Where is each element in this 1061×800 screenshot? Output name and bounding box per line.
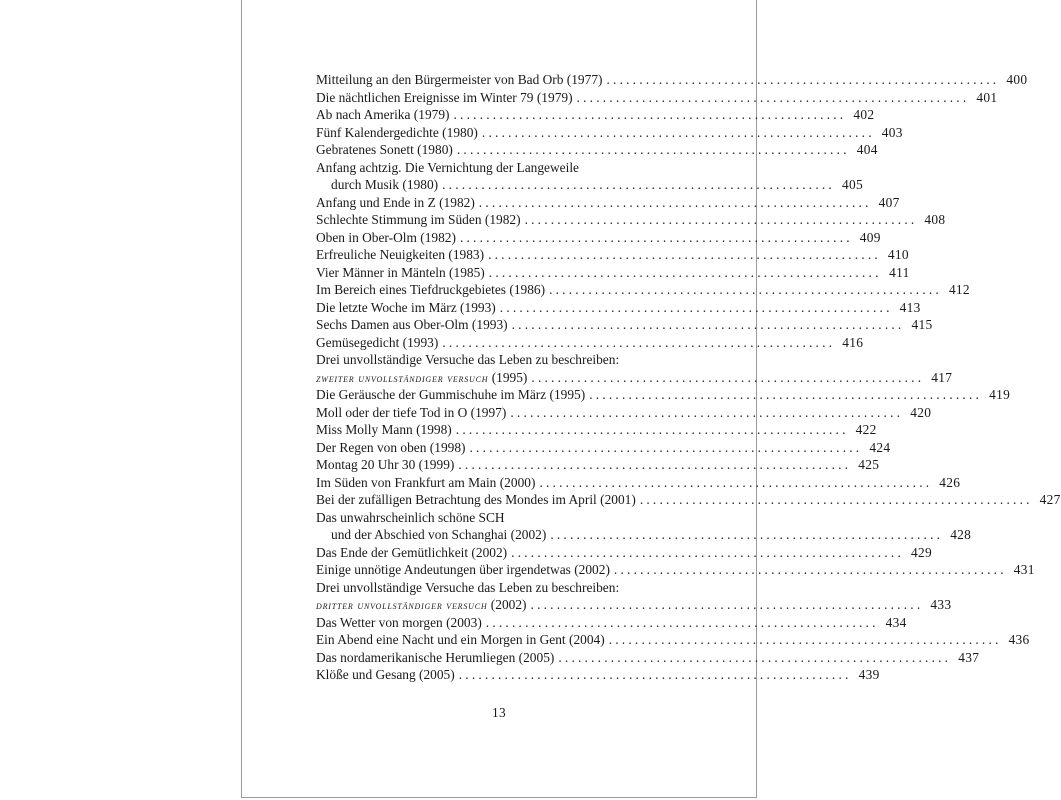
toc-entry-title: Miss Molly Mann (1998) [316, 422, 452, 437]
toc-entry-title: Das nordamerikanische Herumliegen (2005) [316, 649, 555, 665]
toc-entry-title: Die nächtlichen Ereignisse im Winter 79 (1979) [316, 89, 573, 105]
toc-entry [316, 264, 910, 282]
toc-entry [316, 211, 946, 229]
toc-leader-dots: ............................................................ [442, 334, 836, 350]
toc-leader-dots: ............................................................ [456, 142, 850, 157]
toc-entry [316, 316, 933, 334]
toc-entry [316, 631, 1030, 649]
toc-leader-dots: ............................................................ [453, 107, 847, 122]
toc-entry-page: 405 [841, 177, 863, 192]
toc-entry [316, 141, 878, 159]
toc-entry [316, 229, 881, 247]
toc-entry [316, 561, 1035, 579]
toc-entry-title: Die Geräusche der Gummischuhe im März (1995) [316, 387, 586, 402]
toc-entry-page: 433 [930, 597, 952, 612]
toc-entry-title: und der Abschied von Schanghai (2002) [331, 527, 547, 542]
toc-entry-title: Anfang und Ende in Z (1982) [316, 194, 475, 210]
toc-entry [316, 369, 953, 387]
toc-entry-title [316, 596, 527, 615]
toc-leader-dots: ............................................................ [499, 299, 893, 315]
toc-leader-dots: ............................................................ [539, 474, 933, 490]
toc-entry-title: Mitteilung an den Bürgermeister von Bad Orb (1977) [316, 72, 603, 87]
toc-entry [316, 596, 952, 614]
toc-entry [316, 89, 998, 107]
toc-leader-dots: ............................................................ [488, 247, 881, 262]
toc-leader-dots: ............................................................ [576, 89, 970, 105]
toc-entry-page: 417 [931, 369, 953, 385]
toc-entry [316, 474, 961, 492]
toc-entry-page: 427 [1039, 492, 1061, 507]
toc-entry-title: Montag 20 Uhr 30 (1999) [316, 457, 455, 472]
toc-entry-title: Der Regen von oben (1998) [316, 439, 466, 455]
toc-leader-dots: ............................................................ [558, 649, 952, 665]
toc-entry-title: Erfreuliche Neuigkeiten (1983) [316, 247, 485, 262]
toc-leader-dots: ............................................................ [606, 72, 1000, 87]
toc-leader-dots: ............................................................ [549, 282, 942, 297]
toc-entry [316, 666, 880, 684]
toc-leader-dots: ............................................................ [511, 317, 905, 332]
toc-leader-dots: ............................................................ [608, 632, 1002, 647]
toc-entry [316, 299, 921, 317]
toc-entry-page: 411 [889, 264, 910, 280]
toc-entry [316, 281, 970, 299]
toc-entry-page: 436 [1008, 632, 1030, 647]
toc-entry [316, 159, 721, 177]
book-page [241, 0, 1061, 798]
toc-entry-title: Das Wetter von morgen (2003) [316, 614, 482, 630]
toc-entry-page: 426 [939, 474, 961, 490]
toc-entry [316, 124, 903, 142]
toc-entry [316, 579, 721, 597]
toc-entry-title: Gebratenes Sonett (1980) [316, 142, 453, 157]
toc-entry-title: Fünf Kalendergedichte (1980) [316, 124, 478, 140]
toc-leader-dots: ............................................................ [511, 544, 904, 560]
toc-entry-page: 412 [948, 282, 970, 297]
toc-entry-page: 434 [885, 614, 907, 630]
toc-entry-title: durch Musik (1980) [331, 177, 439, 192]
toc-leader-dots: ............................................................ [524, 212, 918, 227]
toc-entry-page: 415 [911, 317, 933, 332]
toc-entry-title: Moll oder der tiefe Tod in O (1997) [316, 404, 507, 420]
toc-entry-page: 425 [858, 457, 880, 472]
toc-entry-title: Ab nach Amerika (1979) [316, 107, 450, 122]
toc-entry-title: Das Ende der Gemütlichkeit (2002) [316, 544, 508, 560]
toc-entry-page: 402 [853, 107, 875, 122]
toc-entry-page: 403 [881, 124, 903, 140]
toc-entry-title [316, 369, 527, 388]
toc-leader-dots: ............................................................ [459, 229, 853, 245]
toc-entry [316, 544, 932, 562]
toc-entry-title: Vier Männer in Mänteln (1985) [316, 264, 485, 280]
toc-entry [316, 386, 1011, 404]
toc-entry [316, 649, 980, 667]
toc-entry-page: 429 [911, 544, 932, 560]
toc-entry [316, 509, 721, 527]
toc-entry-page: 407 [878, 194, 900, 210]
toc-entry [316, 176, 863, 194]
toc-entry-page: 431 [1013, 562, 1035, 577]
toc-entry [316, 246, 909, 264]
toc-entry [316, 404, 932, 422]
toc-entry-title: Das unwahrscheinlich schöne SCH [316, 509, 505, 525]
toc-entry-title: Drei unvollständige Versuche das Leben zu beschreiben: [316, 579, 620, 595]
toc-entry-page: 410 [887, 247, 909, 262]
toc-entry-page: 419 [989, 387, 1011, 402]
toc-leader-dots: ............................................................ [639, 492, 1033, 507]
toc-entry [316, 439, 891, 457]
toc-entry-title: Anfang achtzig. Die Vernichtung der Langeweile [316, 159, 579, 175]
toc-entry [316, 456, 880, 474]
toc-entry-title: Im Bereich eines Tiefdruckgebietes (1986) [316, 282, 546, 297]
toc-leader-dots: ............................................................ [550, 527, 944, 542]
toc-entry-title: Im Süden von Frankfurt am Main (2000) [316, 474, 536, 490]
toc-leader-dots: ............................................................ [613, 562, 1007, 577]
toc-leader-dots: ............................................................ [481, 124, 875, 140]
toc-entry [316, 614, 907, 632]
toc-entry [316, 491, 1061, 509]
toc-entry-title: Schlechte Stimmung im Süden (1982) [316, 212, 521, 227]
toc-entry-page: 409 [859, 229, 881, 245]
toc-leader-dots: ............................................................ [442, 177, 835, 192]
toc-leader-dots: ............................................................ [531, 369, 925, 385]
toc-entry-title-year: (1995) [488, 369, 528, 385]
toc-entry-title: Gemüsegedicht (1993) [316, 334, 439, 350]
toc-entry-page: 437 [958, 649, 980, 665]
toc-entry-page: 416 [842, 334, 864, 350]
toc-entry-title: Klöße und Gesang (2005) [316, 667, 455, 682]
toc-leader-dots: ............................................................ [589, 387, 983, 402]
toc-entry-page: 401 [976, 89, 998, 105]
toc-entry-title: Oben in Ober-Olm (1982) [316, 229, 456, 245]
toc-entry-title: Ein Abend eine Nacht und ein Morgen in Gent (2004) [316, 632, 605, 647]
toc-leader-dots: ............................................................ [510, 404, 904, 420]
toc-leader-dots: ............................................................ [478, 194, 872, 210]
toc-entry-title: Die letzte Woche im März (1993) [316, 299, 496, 315]
table-of-contents [316, 71, 1061, 684]
toc-entry [316, 421, 877, 439]
toc-leader-dots: ............................................................ [488, 264, 882, 280]
toc-leader-dots: ............................................................ [458, 667, 852, 682]
toc-entry [316, 526, 972, 544]
toc-entry-title: Einige unnötige Andeutungen über irgendetwas (2002) [316, 562, 610, 577]
toc-entry [316, 334, 864, 352]
toc-entry-title: Sechs Damen aus Ober-Olm (1993) [316, 317, 508, 332]
toc-entry-page: 404 [856, 142, 878, 157]
toc-entry-title: Drei unvollständige Versuche das Leben zu beschreiben: [316, 352, 620, 367]
toc-leader-dots: ............................................................ [469, 439, 863, 455]
toc-entry-page: 439 [858, 667, 880, 682]
toc-entry-page: 420 [910, 404, 932, 420]
toc-entry-title-smallcaps: dritter unvollständiger versuch [316, 598, 488, 612]
toc-leader-dots: ............................................................ [485, 614, 879, 630]
toc-leader-dots: ............................................................ [458, 457, 852, 472]
toc-entry [316, 106, 875, 124]
toc-entry-page: 408 [924, 212, 946, 227]
toc-entry-title-smallcaps: zweiter unvollständiger versuch [316, 370, 489, 385]
toc-entry-title-year: (2002) [487, 597, 527, 612]
toc-leader-dots: ............................................................ [530, 597, 924, 612]
toc-leader-dots: ............................................................ [455, 422, 849, 437]
toc-entry [316, 194, 900, 212]
toc-entry-title: Bei der zufälligen Betrachtung des Mondes im April (2001) [316, 492, 636, 507]
toc-entry-page: 428 [950, 527, 972, 542]
toc-entry-page: 424 [869, 439, 891, 455]
toc-entry [316, 71, 1028, 89]
toc-entry-page: 400 [1006, 72, 1028, 87]
toc-entry [316, 351, 721, 369]
page-number: 13 [492, 705, 506, 720]
toc-entry-page: 422 [855, 422, 877, 437]
toc-entry-page: 413 [899, 299, 921, 315]
